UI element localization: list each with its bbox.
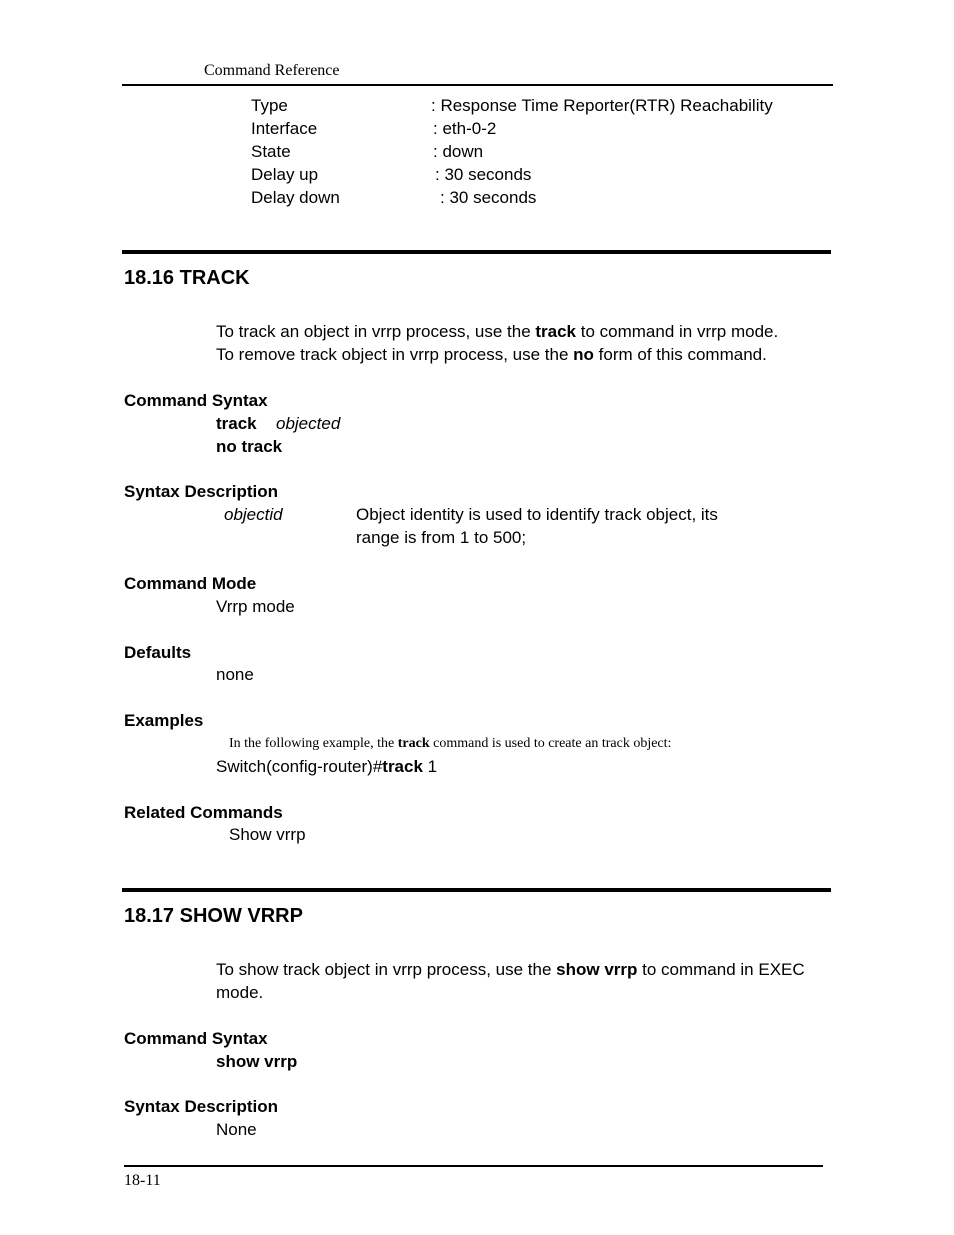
show-vrrp-syntax-command: show vrrp [216,1052,298,1071]
show-vrrp-syntax-heading: Command Syntax [124,1029,268,1048]
section-heading-show-vrrp: 18.17 SHOW VRRP [124,905,303,927]
output-key-interface: Interface [251,119,318,138]
track-syntax-no-form: no track [216,437,283,456]
track-related-command: Show vrrp [229,825,306,844]
header-rule [122,84,833,86]
track-related-heading: Related Commands [124,803,283,822]
track-syntax-argument: objected [276,414,341,433]
show-vrrp-description-line-1: To show track object in vrrp process, use the show vrrp to command in EXEC [216,960,805,979]
output-key-state: State [251,142,291,161]
track-param-description-2: range is from 1 to 500; [356,528,527,547]
page-number: 18-11 [124,1172,161,1189]
track-syntax-heading: Command Syntax [124,391,268,410]
output-key-delay-up: Delay up [251,165,319,184]
show-vrrp-syntax-description-value: None [216,1120,257,1139]
section-rule-track [122,250,831,254]
output-value-state: : down [433,142,484,161]
track-description-line-2: To remove track object in vrrp process, use the no form of this command. [216,345,767,364]
track-examples-heading: Examples [124,711,204,730]
track-defaults-heading: Defaults [124,643,192,662]
output-key-type: Type [251,96,288,115]
track-example-command-line: Switch(config-router)#track 1 [216,757,438,776]
running-header: Command Reference [204,62,340,79]
track-mode-value: Vrrp mode [216,597,295,616]
section-heading-track: 18.16 TRACK [124,267,250,289]
output-key-delay-down: Delay down [251,188,340,207]
track-param-description-1: Object identity is used to identify track object, its [356,505,718,524]
track-syntax-command: track [216,414,257,433]
track-param-name: objectid [224,505,283,524]
show-vrrp-description-line-2: mode. [216,983,264,1002]
output-value-delay-down: : 30 seconds [440,188,537,207]
track-mode-heading: Command Mode [124,574,257,593]
output-value-interface: : eth-0-2 [433,119,497,138]
track-defaults-value: none [216,665,254,684]
track-syntax-description-heading: Syntax Description [124,482,278,501]
show-vrrp-syntax-description-heading: Syntax Description [124,1097,278,1116]
track-description-line-1: To track an object in vrrp process, use the track to command in vrrp mode. [216,322,779,341]
footer-rule [124,1165,823,1167]
track-example-note: In the following example, the track command is used to create an track object: [229,736,672,751]
output-value-type: : Response Time Reporter(RTR) Reachability [431,96,773,115]
output-value-delay-up: : 30 seconds [435,165,532,184]
section-rule-show-vrrp [122,888,831,892]
